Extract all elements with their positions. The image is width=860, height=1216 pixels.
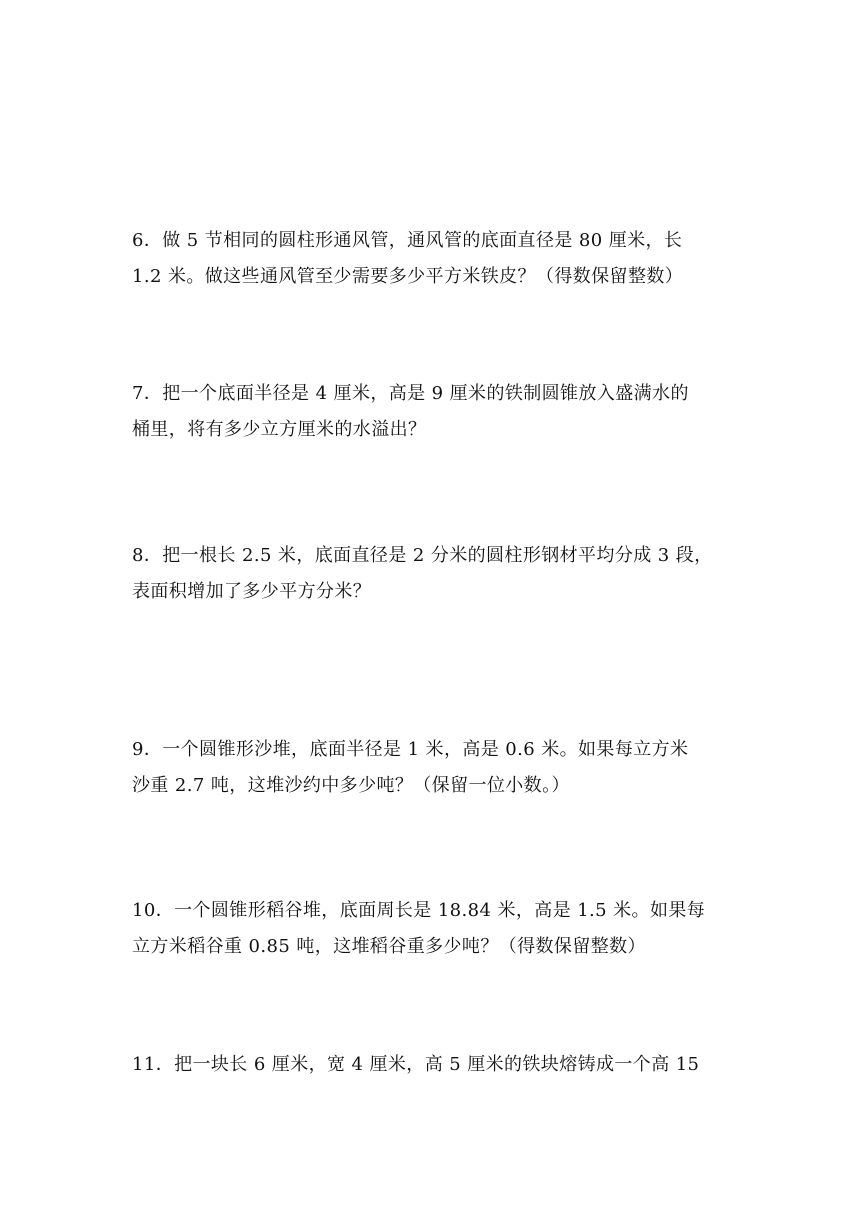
problem-9-line-1: 9．一个圆锥形沙堆，底面半径是 1 米，高是 0.6 米。如果每立方米	[132, 739, 689, 760]
problem-11-line-1: 11．把一块长 6 厘米，宽 4 厘米，高 5 厘米的铁块熔铸成一个高 15	[132, 1054, 700, 1075]
problem-7-line-1: 7．把一个底面半径是 4 厘米，高是 9 厘米的铁制圆锥放入盛满水的	[132, 383, 689, 404]
problem-6	[132, 223, 737, 295]
problem-9-line-2: 沙重 2.7 吨，这堆沙约中多少吨？（保留一位小数。）	[132, 775, 570, 796]
problem-10	[132, 893, 737, 965]
problem-8-line-1: 8．把一根长 2.5 米，底面直径是 2 分米的圆柱形钢材平均分成 3 段，	[132, 545, 713, 566]
problem-9	[132, 732, 737, 804]
problem-8	[132, 538, 737, 610]
problem-6-line-1: 6．做 5 节相同的圆柱形通风管，通风管的底面直径是 80 厘米，长	[132, 230, 683, 251]
problem-7	[132, 376, 737, 448]
problem-6-line-2: 1.2 米。做这些通风管至少需要多少平方米铁皮？（得数保留整数）	[132, 266, 684, 287]
problem-11	[132, 1047, 737, 1083]
problem-7-line-2: 桶里，将有多少立方厘米的水溢出？	[132, 419, 427, 440]
problem-10-line-2: 立方米稻谷重 0.85 吨，这堆稻谷重多少吨？（得数保留整数）	[132, 936, 646, 957]
problem-10-line-1: 10．一个圆锥形稻谷堆，底面周长是 18.84 米，高是 1.5 米。如果每	[132, 900, 706, 921]
problem-8-line-2: 表面积增加了多少平方分米？	[132, 581, 372, 602]
